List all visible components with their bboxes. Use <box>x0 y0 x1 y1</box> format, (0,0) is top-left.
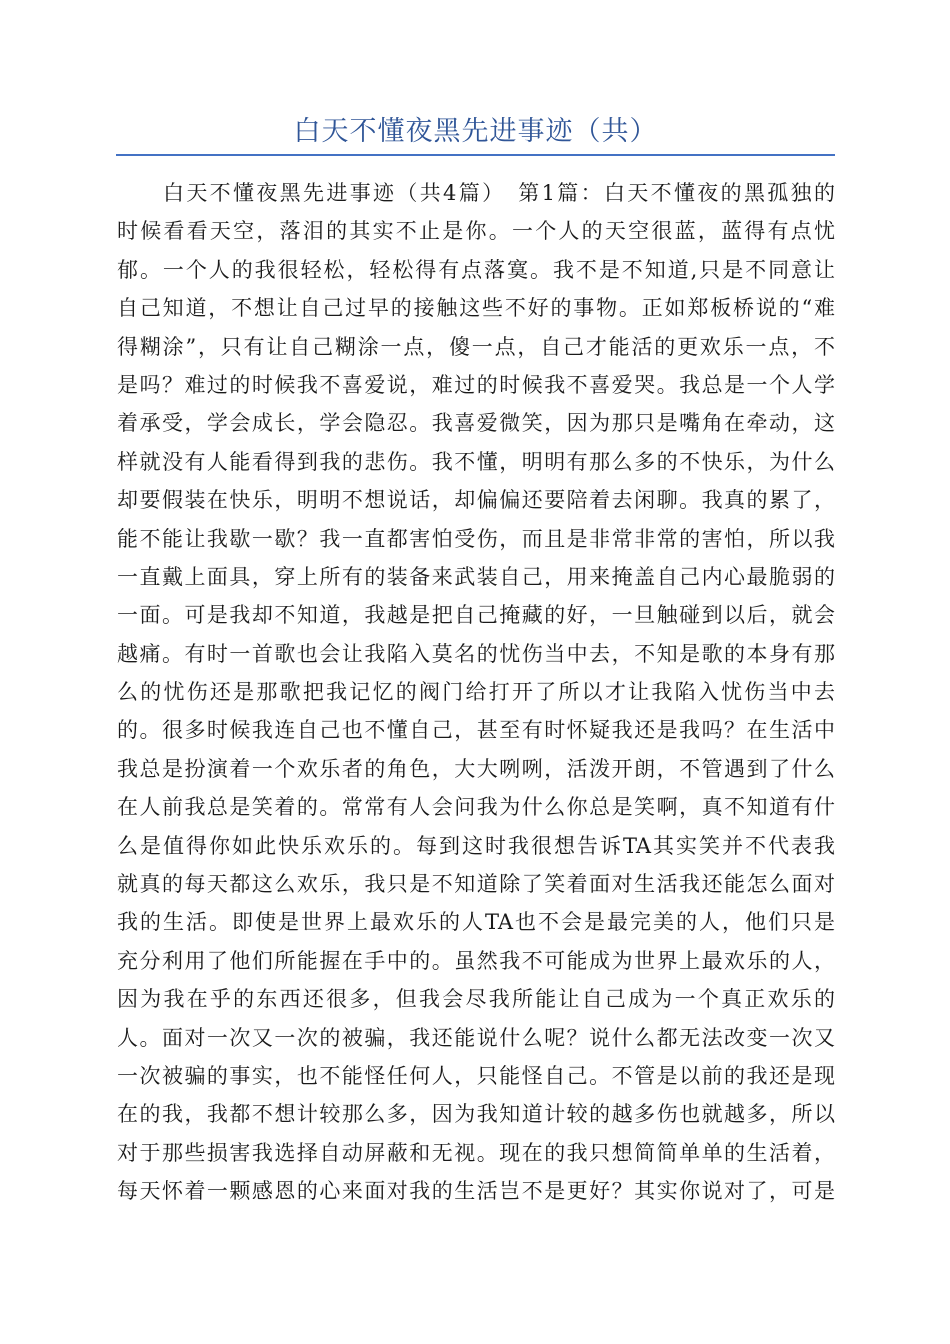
text-line: 得糊涂”，只有让自己糊涂一点，傻一点，自己才能活的更欢乐一点，不 <box>117 334 835 359</box>
body-paragraph <box>117 174 835 1211</box>
document-title: 白天不懂夜黑先进事迹（共） <box>293 116 658 147</box>
text-line: 是吗？难过的时候我不喜爱说，难过的时候我不喜爱哭。我总是一个人学 <box>117 372 835 397</box>
text-line: 人。面对一次又一次的被骗，我还能说什么呢？说什么都无法改变一次又 <box>117 1025 835 1050</box>
text-line: 我的生活。即使是世界上最欢乐的人TA也不会是最完美的人，他们只是 <box>117 910 835 935</box>
text-line: 每天怀着一颗感恩的心来面对我的生活岂不是更好？其实你说对了，可是 <box>117 1179 835 1204</box>
text-line: 对于那些损害我选择自动屏蔽和无视。现在的我只想简简单单的生活着， <box>117 1140 835 1165</box>
text-line: 一面。可是我却不知道，我越是把自己掩藏的好，一旦触碰到以后，就会 <box>117 603 835 628</box>
text-line: 时候看看天空，落泪的其实不止是你。一个人的天空很蓝，蓝得有点忧 <box>117 219 835 244</box>
text-line: 却要假装在快乐，明明不想说话，却偏偏还要陪着去闲聊。我真的累了， <box>117 488 835 513</box>
text-line: 一次被骗的事实，也不能怪任何人，只能怪自己。不管是以前的我还是现 <box>117 1063 835 1088</box>
text-line: 自己知道，不想让自己过早的接触这些不好的事物。正如郑板桥说的“难 <box>117 296 835 321</box>
text-line: 郁。一个人的我很轻松，轻松得有点落寞。我不是不知道,只是不同意让 <box>117 257 835 282</box>
text-line: 么是值得你如此快乐欢乐的。每到这时我很想告诉TA其实笑并不代表我 <box>117 833 835 858</box>
text-line: 的。很多时候我连自己也不懂自己，甚至有时怀疑我还是我吗？在生活中 <box>117 718 835 743</box>
text-line: 么的忧伤还是那歌把我记忆的阀门给打开了所以才让我陷入忧伤当中去 <box>117 680 835 705</box>
text-line: 一直戴上面具，穿上所有的装备来武装自己，用来掩盖自己内心最脆弱的 <box>117 564 835 589</box>
text-line: 在的我，我都不想计较那么多，因为我知道计较的越多伤也就越多，所以 <box>117 1102 835 1127</box>
text-line: 在人前我总是笑着的。常常有人会问我为什么你总是笑啊，真不知道有什 <box>117 795 835 820</box>
text-line: 样就没有人能看得到我的悲伤。我不懂，明明有那么多的不快乐，为什么 <box>117 449 835 474</box>
text-line: 白天不懂夜黑先进事迹（共4篇） 第1篇：白天不懂夜的黑孤独的 <box>163 181 835 205</box>
text-line: 着承受，学会成长，学会隐忍。我喜爱微笑，因为那只是嘴角在牵动，这 <box>117 411 835 436</box>
text-line: 我总是扮演着一个欢乐者的角色，大大咧咧，活泼开朗，不管遇到了什么 <box>117 756 835 781</box>
text-line: 能不能让我歇一歇？我一直都害怕受伤，而且是非常非常的害怕，所以我 <box>117 526 835 551</box>
text-line: 就真的每天都这么欢乐，我只是不知道除了笑着面对生活我还能怎么面对 <box>117 872 835 897</box>
text-line: 充分利用了他们所能握在手中的。虽然我不可能成为世界上最欢乐的人， <box>117 948 835 973</box>
text-line: 因为我在乎的东西还很多，但我会尽我所能让自己成为一个真正欢乐的 <box>117 987 835 1012</box>
title-underline <box>116 154 835 156</box>
text-line: 越痛。有时一首歌也会让我陷入莫名的忧伤当中去，不知是歌的本身有那 <box>117 641 835 666</box>
